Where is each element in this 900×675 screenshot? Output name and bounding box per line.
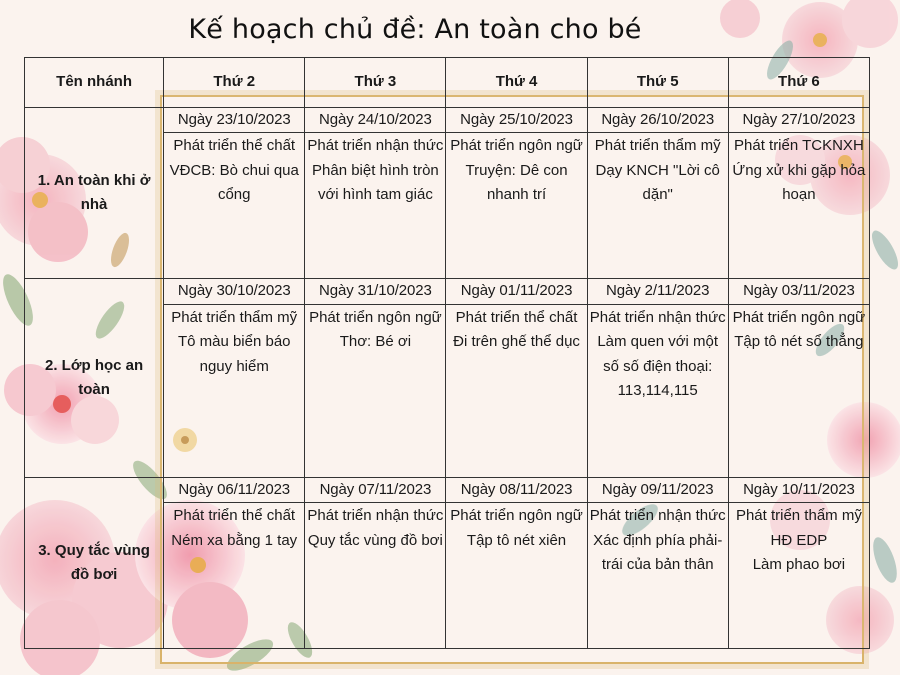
date-row [25, 477, 870, 502]
activity-cell [446, 304, 587, 477]
plan-table [24, 57, 870, 649]
activity-cell [164, 304, 305, 477]
page-title: Kế hoạch chủ đề: An toàn cho bé [188, 14, 642, 45]
activity-cell [728, 503, 869, 649]
branch-name: 2. Lớp học an toàn [25, 279, 164, 477]
activity-line: Làm phao bơi [752, 556, 846, 574]
activity-cell [587, 503, 728, 649]
activity-cell [587, 133, 728, 279]
activity-cell [446, 133, 587, 279]
activity-line: Phát triển nhận thức [589, 308, 726, 326]
activity-line: Phát triển ngôn ngữ [450, 137, 583, 155]
date-cell: Ngày 03/11/2023 [728, 279, 869, 304]
activity-line: Tập tô nét xiên [466, 531, 567, 549]
activity-cell [305, 503, 446, 649]
date-cell: Ngày 09/11/2023 [587, 477, 728, 502]
activity-line: Phát triển ngôn ngữ [732, 308, 866, 326]
activity-line: Tập tô nét sổ thẳng [734, 333, 864, 351]
activity-line: Đi trên ghế thể dục [453, 333, 580, 351]
activity-cell [728, 304, 869, 477]
date-cell: Ngày 25/10/2023 [446, 108, 587, 133]
activity-line: Phát triển TCKNXH [734, 137, 864, 155]
activity-line: Thơ: Bé ơi [339, 333, 412, 351]
activity-line: Tô màu biển báo nguy hiểm [177, 333, 291, 375]
activity-line: HĐ EDP [770, 531, 828, 549]
header-row [25, 58, 870, 108]
date-cell: Ngày 31/10/2023 [305, 279, 446, 304]
activity-cell [164, 503, 305, 649]
date-cell: Ngày 10/11/2023 [728, 477, 869, 502]
activity-line: Quy tắc vùng đồ bơi [307, 531, 443, 549]
date-row [25, 279, 870, 304]
activity-line: Phát triển ngôn ngữ [309, 308, 442, 326]
branch-name: 1. An toàn khi ở nhà [25, 108, 164, 279]
activity-line: Phát triển nhận thức [307, 137, 444, 155]
activity-line: Phát triển thẩm mỹ [735, 507, 862, 525]
activity-line: Xác định phía phải- trái của bản thân [593, 531, 723, 574]
activity-line: VĐCB: Bò chui qua cổng [169, 161, 299, 204]
header-monday: Thứ 2 [164, 58, 305, 108]
date-cell: Ngày 2/11/2023 [587, 279, 728, 304]
activity-cell [305, 304, 446, 477]
date-cell: Ngày 26/10/2023 [587, 108, 728, 133]
date-cell: Ngày 24/10/2023 [305, 108, 446, 133]
activity-line: Ứng xử khi gặp hỏa hoạn [732, 161, 866, 204]
date-cell: Ngày 27/10/2023 [728, 108, 869, 133]
activity-line: Ném xa bằng 1 tay [171, 531, 298, 549]
activity-line: Phát triển nhận thức [589, 507, 726, 525]
header-wednesday: Thứ 4 [446, 58, 587, 108]
date-cell: Ngày 30/10/2023 [164, 279, 305, 304]
activity-cell [587, 304, 728, 477]
activity-line: Phát triển ngôn ngữ [450, 507, 583, 525]
activity-line: Truyện: Dê con nhanh trí [465, 161, 568, 204]
activity-line: Phát triển thẩm mỹ [171, 308, 298, 326]
date-cell: Ngày 07/11/2023 [305, 477, 446, 502]
activity-cell [305, 133, 446, 279]
branch-name: 3. Quy tắc vùng đồ bơi [25, 477, 164, 648]
activity-line: Phân biệt hình tròn với hình tam giác [312, 161, 439, 204]
activity-line: Phát triển nhận thức [307, 507, 444, 525]
activity-line: Phát triển thẩm mỹ [594, 137, 721, 155]
date-cell: Ngày 06/11/2023 [164, 477, 305, 502]
activity-line: Phát triển thể chất [455, 308, 578, 326]
activity-line: Phát triển thể chất [173, 507, 296, 525]
activity-line: Làm quen với một số số điện thoại: 113,114,115 [597, 333, 719, 400]
date-cell: Ngày 01/11/2023 [446, 279, 587, 304]
activity-cell [728, 133, 869, 279]
activity-line: Dạy KNCH "Lời cô dặn" [595, 161, 720, 204]
header-thursday: Thứ 5 [587, 58, 728, 108]
date-cell: Ngày 08/11/2023 [446, 477, 587, 502]
header-friday: Thứ 6 [728, 58, 869, 108]
activity-cell [446, 503, 587, 649]
date-cell: Ngày 23/10/2023 [164, 108, 305, 133]
activity-line: Phát triển thể chất [173, 137, 296, 155]
date-row [25, 108, 870, 133]
header-tuesday: Thứ 3 [305, 58, 446, 108]
header-branch: Tên nhánh [25, 58, 164, 108]
activity-cell [164, 133, 305, 279]
